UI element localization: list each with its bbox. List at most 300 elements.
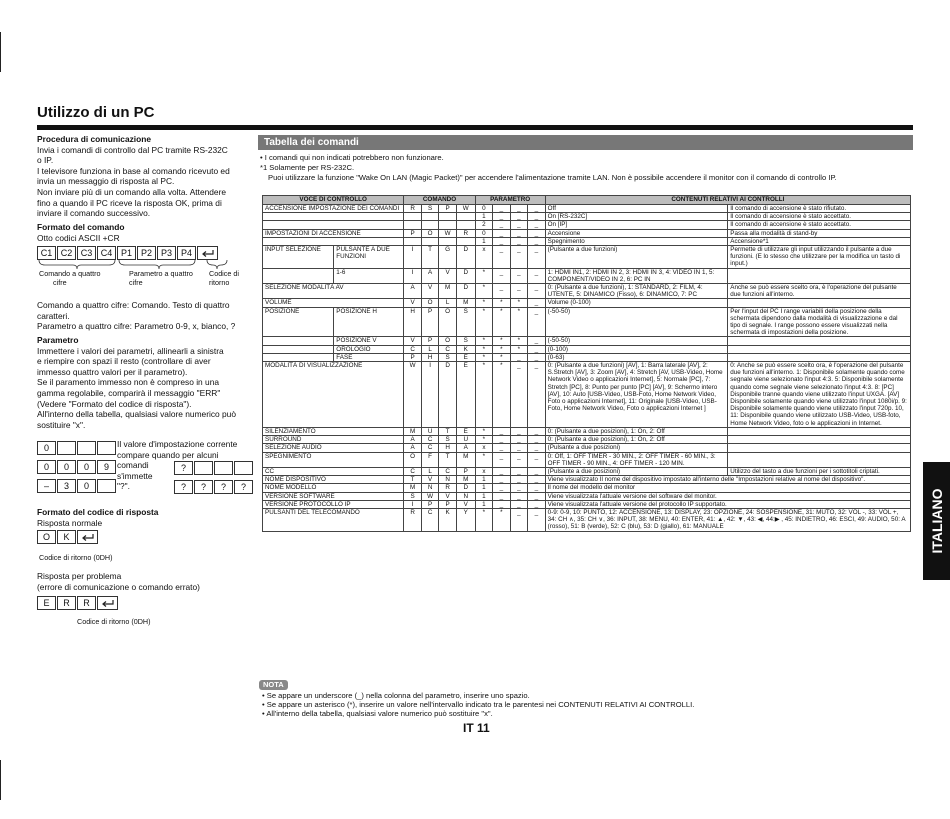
control-description: 0: (Pulsante a due posizioni), 1: On, 2: Off: [545, 427, 728, 435]
table-row: [263, 362, 911, 428]
control-notes: [728, 427, 911, 435]
control-item: [263, 237, 404, 245]
command-char: V: [421, 476, 439, 484]
grid-cell: 0: [57, 460, 76, 474]
command-char: [439, 221, 457, 229]
command-char: H: [421, 353, 439, 361]
text-line: Invia i comandi di controllo dal PC tramite RS-232C: [37, 144, 228, 155]
command-char: F: [421, 452, 439, 467]
command-char: [404, 221, 422, 229]
parameter-char: _: [493, 237, 511, 245]
parameter-char: *: [493, 307, 511, 337]
command-char: C: [421, 436, 439, 444]
control-item: INPUT SELEZIONE: [263, 246, 334, 269]
parameter-char: _: [528, 307, 546, 337]
command-char: O: [439, 307, 457, 337]
command-char: [421, 237, 439, 245]
control-description: (0-100): [545, 345, 728, 353]
command-char: M: [456, 452, 475, 467]
caption-command: Comando a quattro cifre: [39, 269, 101, 287]
header-voce: VOCE DI CONTROLLO: [263, 196, 404, 205]
parameter-char: *: [493, 362, 511, 428]
parameter-char: *: [493, 508, 511, 531]
control-subitem: POSIZIONE V: [334, 337, 404, 345]
parameter-char: *: [475, 337, 493, 345]
command-char: C: [439, 467, 457, 475]
control-item: [263, 353, 334, 361]
command-char: S: [421, 205, 439, 213]
parameter-char: _: [493, 500, 511, 508]
command-char: V: [421, 284, 439, 299]
control-notes: Passa alla modalità di stand-by: [728, 229, 911, 237]
parameter-char: x: [475, 444, 493, 452]
response-char-box: R: [57, 596, 76, 610]
question-cell: ?: [174, 480, 193, 494]
parameter-char: 0: [475, 205, 493, 213]
control-item: [263, 337, 334, 345]
command-char: U: [421, 427, 439, 435]
text-line: All'interno della tabella, qualsiasi valore numerico può: [37, 409, 236, 420]
command-char: K: [456, 345, 475, 353]
response-problem-sub: (errore di comunicazione o comando errato): [37, 581, 200, 592]
parameter-char: _: [510, 452, 528, 467]
parameter-char: *: [475, 362, 493, 428]
parameter-char: _: [528, 337, 546, 345]
command-char: C: [421, 508, 439, 531]
parameter-char: _: [493, 427, 511, 435]
control-item: [263, 213, 404, 221]
parameter-example-grid: [37, 441, 117, 498]
command-char: W: [404, 362, 422, 428]
parameter-char: _: [493, 221, 511, 229]
control-description: Viene visualizzata l'attuale versione del software del monitor.: [545, 492, 910, 500]
parameter-char: 1: [475, 484, 493, 492]
control-item: [263, 268, 334, 283]
procedure-text: [37, 145, 252, 219]
return-key-icon: [97, 596, 118, 610]
parameter-char: _: [528, 444, 546, 452]
grid-cell: 3: [57, 479, 76, 493]
parameter-char: _: [493, 452, 511, 467]
return-key-icon: [197, 246, 218, 260]
parameter-char: *: [475, 345, 493, 353]
command-char: V: [439, 268, 457, 283]
command-char: A: [456, 444, 475, 452]
control-notes: Il comando di accensione è stato accettato.: [728, 213, 911, 221]
control-item: VOLUME: [263, 299, 404, 307]
table-row: [263, 205, 911, 213]
text-line: Non inviare più di un comando alla volta. Attendere: [37, 186, 227, 197]
table-header-row: [263, 196, 911, 205]
table-row: [263, 484, 911, 492]
parameter-char: _: [510, 362, 528, 428]
control-notes: Anche se può essere scelto ora, è l'operazione del pulsante due funzioni all'interno.: [728, 284, 911, 299]
control-notes: [728, 345, 911, 353]
question-cell: [194, 461, 213, 475]
error-response-boxes: [37, 596, 118, 610]
parameter-char: _: [528, 345, 546, 353]
procedure-section: [37, 134, 252, 219]
parameter-char: _: [493, 205, 511, 213]
command-char: [456, 213, 475, 221]
parameter-char: _: [528, 508, 546, 531]
command-char: L: [421, 345, 439, 353]
table-row: [263, 229, 911, 237]
parameter-char: 1: [475, 476, 493, 484]
grid-cell: [57, 441, 76, 455]
command-char-box: P1: [117, 246, 136, 260]
command-char: N: [456, 492, 475, 500]
table-row: [263, 246, 911, 269]
command-char: P: [421, 307, 439, 337]
command-char: P: [404, 229, 422, 237]
command-char: V: [404, 337, 422, 345]
command-char: R: [439, 484, 457, 492]
control-notes: Utilizzo del tasto a due funzioni per i sottotitoli criptati.: [728, 467, 911, 475]
command-char: D: [456, 484, 475, 492]
header-comando: COMANDO: [404, 196, 475, 205]
command-char-box: P3: [157, 246, 176, 260]
control-item: CC: [263, 467, 404, 475]
language-side-tab: ITALIANO: [923, 462, 950, 580]
grid-cell: 0: [77, 460, 96, 474]
command-char: E: [456, 362, 475, 428]
parameter-char: *: [510, 345, 528, 353]
text-line: Parametro a quattro cifre: Parametro 0-9, x, bianco, ?: [37, 321, 236, 332]
command-char: C: [404, 467, 422, 475]
parameter-char: _: [510, 492, 528, 500]
table-row: [263, 337, 911, 345]
command-char: M: [439, 284, 457, 299]
command-char: P: [439, 205, 457, 213]
table-row: [263, 268, 911, 283]
table-notes: [260, 153, 910, 182]
control-item: NOME MODELLO: [263, 484, 404, 492]
text-line: gamma regolabile, comparirà il messaggio "ERR": [37, 387, 221, 398]
command-char: E: [456, 427, 475, 435]
parameter-char: _: [510, 500, 528, 508]
command-char: D: [439, 362, 457, 428]
control-description: Volume (0-100): [545, 299, 728, 307]
control-description: Accensione: [545, 229, 728, 237]
control-notes: Il comando di accensione è stato accettato.: [728, 221, 911, 229]
bottom-notes: [262, 691, 694, 719]
grid-cell: 0: [77, 479, 96, 493]
command-char: V: [439, 492, 457, 500]
grid-cell: [97, 441, 116, 455]
text-line: immesso quattro valori per il parametro).: [37, 366, 188, 377]
parameter-char: 1: [475, 213, 493, 221]
page-number: IT 11: [463, 721, 490, 735]
command-char: [456, 221, 475, 229]
command-char: I: [421, 362, 439, 428]
command-char: O: [404, 452, 422, 467]
command-char: D: [456, 268, 475, 283]
command-char: I: [404, 500, 422, 508]
command-char: T: [421, 246, 439, 269]
parameter-char: _: [528, 229, 546, 237]
control-notes: [728, 452, 911, 467]
parameter-char: x: [475, 246, 493, 269]
command-char: O: [421, 299, 439, 307]
control-item: IMPOSTAZIONI DI ACCENSIONE: [263, 229, 404, 237]
control-description: On [RS-232C]: [545, 213, 728, 221]
parameter-char: _: [510, 221, 528, 229]
grid-row: [37, 441, 117, 455]
control-item: NOME DISPOSITIVO: [263, 476, 404, 484]
parameter-char: *: [475, 452, 493, 467]
grid-cell: –: [37, 479, 56, 493]
table-row: [263, 307, 911, 337]
parameter-char: _: [528, 427, 546, 435]
control-description: Viene visualizzato Il nome del dispositivo impostato all'interno delle "Impostazioni relative al nome del dispositivo".: [545, 476, 910, 484]
command-char: Y: [456, 508, 475, 531]
parameter-char: _: [493, 246, 511, 269]
parameter-char: _: [510, 427, 528, 435]
command-char: A: [404, 436, 422, 444]
command-char: P: [421, 500, 439, 508]
control-item: SPEGNIMENTO: [263, 452, 404, 467]
command-char: O: [439, 337, 457, 345]
command-char: S: [404, 492, 422, 500]
parameter-char: _: [493, 229, 511, 237]
parameter-char: *: [475, 307, 493, 337]
text-line: Immettere i valori dei parametri, allinearli a sinistra: [37, 345, 224, 356]
parameter-char: _: [528, 362, 546, 428]
page-title: Utilizzo di un PC: [37, 104, 155, 121]
control-description: Spegnimento: [545, 237, 728, 245]
control-description: Viene visualizzata l'attuale versione del protocollo IP supportato.: [545, 500, 910, 508]
command-char: [439, 213, 457, 221]
command-char: [404, 237, 422, 245]
control-item: ACCENSIONE IMPOSTAZIONE DEI COMANDI: [263, 205, 404, 213]
response-section: [37, 507, 158, 528]
command-char: [421, 213, 439, 221]
command-format-title: Formato del comando: [37, 222, 125, 232]
control-notes: Permette di utilizzare gli input utilizzando il pulsante a due funzioni. (E lo stesso che utilizzare per la modifica un tasto di input.): [728, 246, 911, 269]
control-description: (Pulsante a due funzioni): [545, 246, 728, 269]
control-notes: [728, 436, 911, 444]
control-notes: [728, 268, 911, 283]
control-description: Off: [545, 205, 728, 213]
note-asterisk: • Se appare un asterisco (*), inserire un valore nell'intervallo indicato tra le parentesi nei CONTENUTI RELATIVI AI CONTROLLI.: [262, 700, 695, 710]
parameter-char: *: [475, 436, 493, 444]
parameter-char: _: [510, 436, 528, 444]
command-char: W: [421, 492, 439, 500]
table-row: [263, 353, 911, 361]
command-char-box: P4: [177, 246, 196, 260]
parameter-char: _: [510, 237, 528, 245]
crop-mark-top: [0, 32, 1, 72]
grid-cell: 0: [37, 441, 56, 455]
parameter-char: x: [475, 467, 493, 475]
command-char: A: [404, 284, 422, 299]
command-char: P: [456, 467, 475, 475]
command-char: D: [456, 284, 475, 299]
command-char: O: [421, 229, 439, 237]
command-char: K: [439, 508, 457, 531]
control-description: 0: (Pulsante a due funzioni), 1: STANDARD, 2: FILM, 4: UTENTE, 5: DINAMICO (Fisso), 6: DINAMICO, 7: PC: [545, 284, 728, 299]
command-char: [456, 237, 475, 245]
control-description: Il nome del modello del monitor: [545, 484, 910, 492]
command-char: C: [421, 444, 439, 452]
command-char: T: [439, 427, 457, 435]
parameter-char: _: [510, 213, 528, 221]
control-subitem: OROLOGIO: [334, 345, 404, 353]
command-char: I: [404, 246, 422, 269]
parameter-char: *: [493, 299, 511, 307]
parameter-char: _: [528, 353, 546, 361]
parameter-char: _: [510, 508, 528, 531]
text-line: Comando a quattro cifre: Comando. Testo di quattro: [37, 300, 230, 310]
command-char: H: [439, 444, 457, 452]
table-row: [263, 284, 911, 299]
command-char: R: [404, 205, 422, 213]
text-line: o IP.: [37, 155, 54, 166]
parameter-char: _: [528, 476, 546, 484]
table-row: [263, 237, 911, 245]
command-char: [421, 221, 439, 229]
parameter-char: _: [510, 268, 528, 283]
response-char-box: K: [57, 530, 76, 544]
command-char-box: P2: [137, 246, 156, 260]
table-row: [263, 467, 911, 475]
grid-cell: [97, 479, 116, 493]
parameter-char: _: [493, 467, 511, 475]
table-row: [263, 213, 911, 221]
crop-mark-bottom: [0, 760, 1, 800]
parameter-char: 0: [475, 229, 493, 237]
caption-parameter: Parametro a quattro cifre: [129, 269, 193, 287]
control-description: 0: (Pulsante a due funzioni) [AV], 1: Barra laterale [AV], 2: S.Stretch [AV], 3: Zoom [AV], 4: Stretch [AV, USB-Video, Home Network Video o applicazioni Internet], 5: Normale [PC], 7: Stretch [PC], 8: Punto per punto [PC] [AV], 9: Schermo intero [AV], 10: Auto [USB-Video, USB-Foto, Home Network Video, Foto o applicazioni Internet], 11: Originale [USB-Video, USB-Foto, Home Network Video, Foto o applicazioni Internet ]: [545, 362, 728, 428]
control-notes: Per l'input del PC I range variabili della posizione della schermata dipendono dalla modalità di visualizzazione e dal tipo di segnale. I range possono essere visualizzati nella schermata di impostazioni della posizione.: [728, 307, 911, 337]
table-row: [263, 476, 911, 484]
command-char: L: [439, 299, 457, 307]
parameter-char: _: [528, 246, 546, 269]
parameter-char: _: [528, 205, 546, 213]
command-char: S: [456, 307, 475, 337]
command-char: N: [439, 476, 457, 484]
control-item: [263, 345, 334, 353]
question-cell: ?: [194, 480, 213, 494]
parameter-char: 1: [475, 237, 493, 245]
parameter-char: *: [475, 427, 493, 435]
text-line: (Vedere "Formato del codice di risposta").: [37, 398, 192, 409]
control-description: (Pulsante a due posizioni): [545, 444, 728, 452]
response-problem-label: Risposta per problema: [37, 571, 122, 581]
command-char: D: [456, 246, 475, 269]
parameter-char: *: [475, 268, 493, 283]
response-char-box: O: [37, 530, 56, 544]
command-format-description: [37, 300, 235, 332]
question-cell: [234, 461, 253, 475]
command-table: [262, 195, 911, 532]
control-subitem: POSIZIONE H: [334, 307, 404, 337]
parameter-char: _: [510, 467, 528, 475]
command-char-box: C3: [77, 246, 96, 260]
command-char: S: [439, 353, 457, 361]
question-grid: [174, 461, 254, 499]
command-char: V: [404, 299, 422, 307]
command-char: T: [404, 476, 422, 484]
parameter-char: _: [528, 221, 546, 229]
parameter-char: _: [528, 484, 546, 492]
parameter-char: _: [528, 268, 546, 283]
response-char-box: E: [37, 596, 56, 610]
parameter-text: [37, 346, 236, 431]
response-title: Formato del codice di risposta: [37, 507, 159, 517]
control-description: 0-9: 0-9, 10: PUNTO, 12: ACCENSIONE, 13: DISPLAY, 23: OPZIONE, 24: SOSPENSIONE, 31: MUTO, 32: VOL -, 33: VOL +, 34: CH ∧, 35: CH ∨, 36: INPUT, 38: MENU, 40: ENTER, 41: ▲, 42: ▼, 43: ◀, 44:▶ , 45: INDIETRO, 46: ESCI, 49: AUDIO, 50: A (rosso), 51: B (verde), 52: C (blu), 53: D (giallo), 61: MANUALE: [545, 508, 910, 531]
table-row: [263, 221, 911, 229]
parameter-char: _: [528, 237, 546, 245]
title-rule: [37, 125, 913, 130]
parameter-char: _: [528, 467, 546, 475]
parameter-section: [37, 335, 236, 430]
parameter-char: _: [493, 213, 511, 221]
note-unlisted: • I comandi qui non indicati potrebbero non funzionare.: [260, 153, 444, 162]
response-char-box: R: [77, 596, 96, 610]
header-contenuti: CONTENUTI RELATIVI AI CONTROLLI: [545, 196, 910, 205]
text-line: invia un messaggio di risposta al PC.: [37, 176, 175, 187]
parameter-char: _: [493, 284, 511, 299]
command-char: U: [456, 436, 475, 444]
command-char: H: [404, 307, 422, 337]
parameter-char: _: [528, 284, 546, 299]
command-char: I: [404, 268, 422, 283]
command-char-box: C4: [97, 246, 116, 260]
grid-cell: 9: [97, 460, 116, 474]
control-subitem: PULSANTE A DUE FUNZIONI: [334, 246, 404, 269]
command-char-box: C1: [37, 246, 56, 260]
control-item: MODALITÀ DI VISUALIZZAZIONE: [263, 362, 404, 428]
command-char: M: [404, 427, 422, 435]
table-row: [263, 452, 911, 467]
control-notes: [728, 353, 911, 361]
command-char: S: [456, 337, 475, 345]
parameter-char: _: [510, 205, 528, 213]
parameter-char: _: [493, 476, 511, 484]
parameter-char: 1: [475, 500, 493, 508]
command-char: M: [456, 476, 475, 484]
parameter-char: _: [510, 284, 528, 299]
note-underscore: • Se appare un underscore (_) nella colonna del parametro, inserire uno spazio.: [262, 691, 530, 700]
parameter-char: *: [475, 299, 493, 307]
command-char: W: [456, 205, 475, 213]
command-char: N: [421, 484, 439, 492]
control-item: VERSIONE PROTOCOLLO IP: [263, 500, 404, 508]
command-table-header: Tabella dei comandi: [258, 135, 913, 150]
table-row: [263, 492, 911, 500]
table-row: [263, 500, 911, 508]
footnote-1: *1 Solamente per RS-232C.: [260, 163, 355, 173]
command-format-section: [37, 222, 124, 243]
command-char: [439, 237, 457, 245]
command-char: V: [456, 500, 475, 508]
command-char: L: [421, 467, 439, 475]
command-char: M: [456, 299, 475, 307]
return-key-icon: [77, 530, 98, 544]
control-notes: Accensione*1: [728, 237, 911, 245]
parameter-char: *: [493, 353, 511, 361]
control-notes: [728, 337, 911, 345]
table-row: [263, 299, 911, 307]
caption-return: Codice di ritorno: [209, 269, 239, 287]
control-subitem: 1-6: [334, 268, 404, 283]
parameter-char: _: [528, 500, 546, 508]
grid-cell: 0: [37, 460, 56, 474]
procedure-title: Procedura di comunicazione: [37, 134, 152, 144]
control-item: SELEZIONE MODALITÀ AV: [263, 284, 404, 299]
